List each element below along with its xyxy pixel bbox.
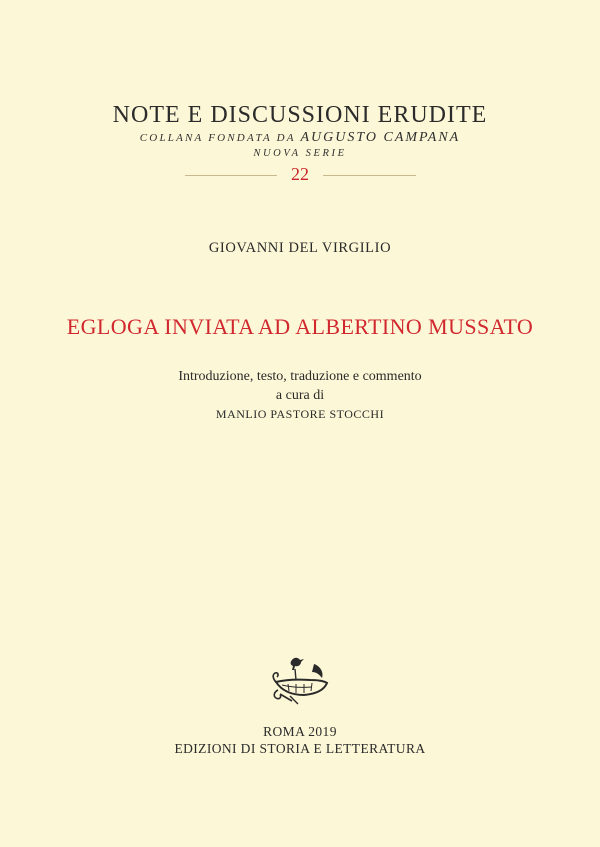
series-founder-name: AUGUSTO CAMPANA (300, 130, 461, 145)
curated-by-label: a cura di (275, 388, 325, 403)
book-editor: MANLIO PASTORE STOCCHI (215, 407, 385, 421)
series-founded-by-label: COLLANA FONDATA DA (139, 132, 296, 144)
book-intro-line: Introduzione, testo, traduzione e commento (178, 369, 422, 384)
series-new-label: NUOVA SERIE (253, 148, 347, 159)
book-title: EGLOGA INVIATA AD ALBERTINO MUSSATO (66, 314, 534, 339)
book-author: GIOVANNI DEL VIRGILIO (208, 240, 392, 256)
imprint-publisher: EDIZIONI DI STORIA E LETTERATURA (174, 741, 426, 756)
volume-number: 22 (291, 164, 309, 184)
series-title: NOTE E DISCUSSIONI ERUDITE (112, 102, 488, 128)
volume-rule-right (323, 175, 416, 176)
imprint-place-year: ROMA 2019 (263, 724, 337, 739)
ship-with-bird-icon (270, 654, 330, 706)
volume-row (0, 164, 600, 186)
series-founder-line (0, 130, 600, 146)
